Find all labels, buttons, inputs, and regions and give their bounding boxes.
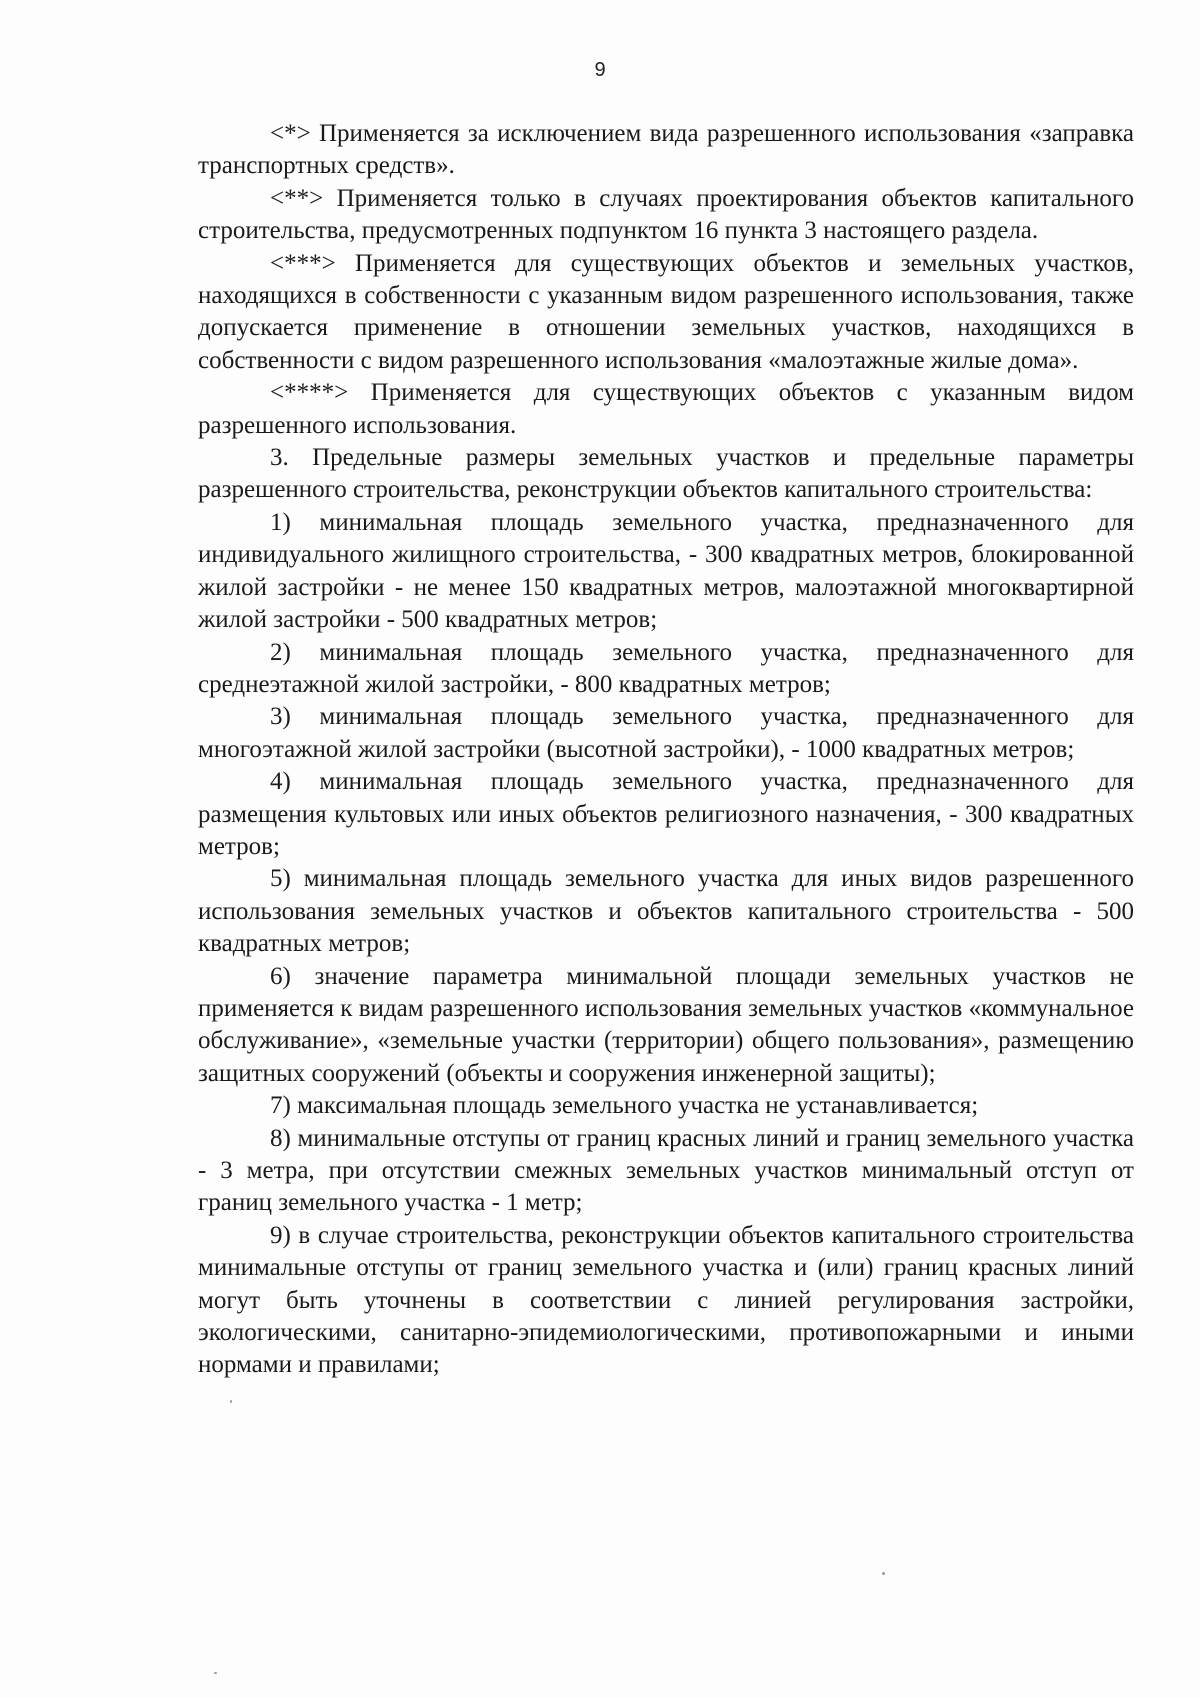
list-item-3: 3) минимальная площадь земельного участка, предназначенного для многоэтажной жилой застройки (высотной застройки), - 1000 квадратных метров; (198, 703, 1134, 763)
scan-speck (214, 1672, 217, 1674)
footnote-1: <*> Применяется за исключением вида разрешенного использования «заправка транспортных средств». (198, 120, 1134, 180)
list-item-7: 7) максимальная площадь земельного участка не устанавливается; (270, 1092, 979, 1120)
page-number: 9 (594, 59, 606, 81)
section-3-heading: 3. Предельные размеры земельных участков и предельные параметры разрешенного строительства, реконструкции объектов капитального строительства: (198, 444, 1134, 504)
scan-speck (230, 1400, 232, 1403)
list-item-5: 5) минимальная площадь земельного участка для иных видов разрешенного использования земельных участков и объектов капитального строительства - 500 квадратных метров; (198, 865, 1134, 958)
footnote-3: <***> Применяется для существующих объектов и земельных участков, находящихся в собственности с указанным видом разрешенного использования, также допускается применение в отношении земельных участков, находящихся в собственности с видом разрешенного использования «малоэтажные жилые дома». (198, 249, 1134, 374)
document-body (198, 118, 1134, 1382)
list-item-9: 9) в случае строительства, реконструкции объектов капитального строительства минимальные отступы от границ земельного участка и (или) границ красных линий могут быть уточнены в соответствии с линией регулирования застройки, экологическими, санитарно-эпидемиологическими, противопожарными и иными нормами и правилами; (198, 1221, 1134, 1379)
list-item-4: 4) минимальная площадь земельного участка, предназначенного для размещения культовых или иных объектов религиозного назначения, - 300 квадратных метров; (198, 768, 1134, 860)
scan-speck (882, 1572, 885, 1575)
footnote-2: <**> Применяется только в случаях проектирования объектов капитального строительства, предусмотренных подпунктом 16 пункта 3 настоящего раздела. (198, 184, 1134, 245)
footnote-4: <****> Применяется для существующих объектов с указанным видом разрешенного использования. (198, 379, 1134, 439)
list-item-8: 8) минимальные отступы от границ красных линий и границ земельного участка - 3 метра, при отсутствии смежных земельных участков минимальный отступ от границ земельного участка - 1 метр; (198, 1124, 1134, 1217)
list-item-6: 6) значение параметра минимальной площади земельных участков не применяется к видам разрешенного использования земельных участков «коммунальное обслуживание», «земельные участки (территории) общего пользования», размещению защитных сооружений (объекты и сооружения инженерной защиты); (198, 962, 1134, 1087)
list-item-2: 2) минимальная площадь земельного участка, предназначенного для среднеэтажной жилой застройки, - 800 квадратных метров; (198, 638, 1134, 698)
list-item-1: 1) минимальная площадь земельного участка, предназначенного для индивидуального жилищного строительства, - 300 квадратных метров, блокированной жилой застройки - не менее 150 квадратных метров, малоэтажной многоквартирной жилой застройки - 500 квадратных метров; (198, 508, 1134, 634)
